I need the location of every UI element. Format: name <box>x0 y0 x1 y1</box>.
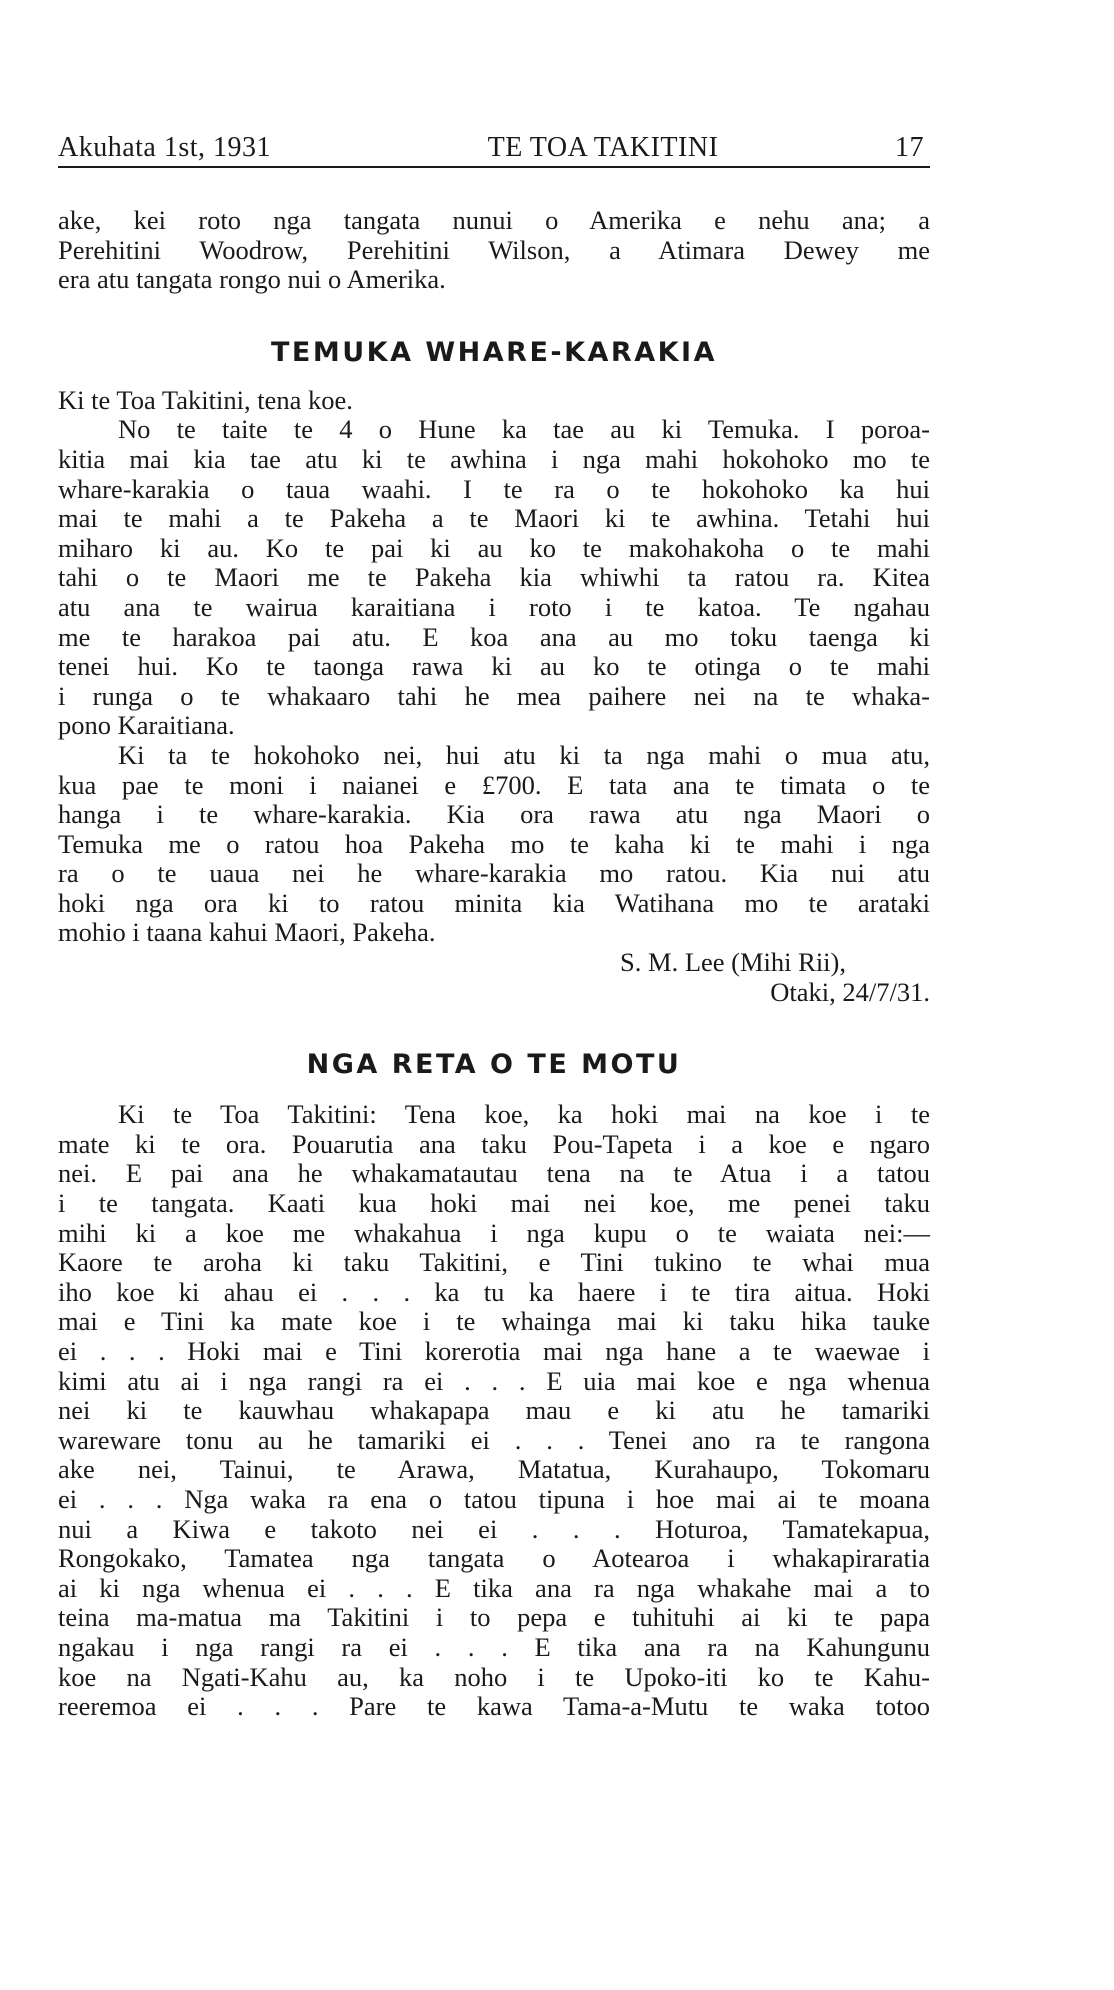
text-line: kitia mai kia tae atu ki te awhina i nga mahi hokohoko mo te <box>58 443 930 474</box>
article-heading-letters: NGA RETA O TE MOTU <box>306 1049 682 1081</box>
text-line: No te taite te 4 o Hune ka tae au ki Temuka. I poroa- <box>118 414 930 445</box>
text-line: mate ki te ora. Pouarutia ana taku Pou-Tapeta i a koe e ngaro <box>58 1128 930 1159</box>
article-heading-temuka: TEMUKA WHARE-KARAKIA <box>271 336 717 368</box>
article-temuka-body <box>58 386 930 1007</box>
text-line: i runga o te whakaaro tahi he mea paihere nei na te whaka- <box>58 680 930 711</box>
text-line: Ki ta te hokohoko nei, hui atu ki ta nga mahi o mua atu, <box>118 739 930 770</box>
text-line: reeremoa ei . . . Pare te kawa Tama-a-Mutu te waka totoo <box>58 1691 930 1722</box>
text-line: hoki nga ora ki to ratou minita kia Watihana mo te arataki <box>58 887 930 918</box>
running-head <box>58 132 930 168</box>
text-line: Perehitini Woodrow, Perehitini Wilson, a Atimara Dewey me <box>58 234 930 265</box>
text-line: mohio i taana kahui Maori, Pakeha. <box>58 917 436 948</box>
text-line: ei . . . Hoki mai e Tini korerotia mai nga hane a te waewae i <box>58 1336 930 1366</box>
text-line: nui a Kiwa e takoto nei ei . . . Hoturoa, Tamatekapua, <box>58 1513 930 1544</box>
text-line: Rongokako, Tamatea nga tangata o Aotearoa i whakapiraratia <box>58 1543 930 1574</box>
text-line: mihi ki a koe me whakahua i nga kupu o te waiata nei:— <box>58 1217 930 1248</box>
text-line: Kaore te aroha ki taku Takitini, e Tini tukino te whai mua <box>58 1247 930 1278</box>
publication-title: TE TOA TAKITINI <box>487 132 719 163</box>
text-line: ra o te uaua nei he whare-karakia mo ratou. Kia nui atu <box>58 858 930 889</box>
text-line: ngakau i nga rangi ra ei . . . E tika ana ra na Kahungunu <box>58 1631 930 1662</box>
text-line: ake, kei roto nga tangata nunui o Amerika e nehu ana; a <box>58 205 930 235</box>
signature-name: S. M. Lee (Mihi Rii), <box>620 947 846 978</box>
text-line: tenei hui. Ko te taonga rawa ki au ko te otinga o te mahi <box>58 651 930 682</box>
text-line: ai ki nga whenua ei . . . E tika ana ra nga whakahe mai a to <box>58 1572 930 1603</box>
text-line: ei . . . Nga waka ra ena o tatou tipuna i hoe mai ai te moana <box>58 1483 930 1514</box>
text-line: Ki te Toa Takitini: Tena koe, ka hoki mai na koe i te <box>118 1099 930 1130</box>
text-line: koe na Ngati-Kahu au, ka noho i te Upoko-iti ko te Kahu- <box>58 1661 930 1692</box>
text-line: tahi o te Maori me te Pakeha kia whiwhi ta ratou ra. Kitea <box>58 562 930 593</box>
text-line: kimi atu ai i nga rangi ra ei . . . E uia mai koe e nga whenua <box>58 1365 930 1396</box>
issue-date: Akuhata 1st, 1931 <box>58 132 272 163</box>
text-line: miharo ki au. Ko te pai ki au ko te makohakoha o te mahi <box>58 532 930 563</box>
text-line: atu ana te wairua karaitiana i roto i te katoa. Te ngahau <box>58 591 930 622</box>
text-line: nei ki te kauwhau whakapapa mau e ki atu he tamariki <box>58 1395 930 1426</box>
text-line: nei. E pai ana he whakamatautau tena na te Atua i a tatou <box>58 1158 930 1189</box>
text-line: ake nei, Tainui, te Arawa, Matatua, Kurahaupo, Tokomaru <box>58 1454 930 1485</box>
text-line: iho koe ki ahau ei . . . ka tu ka haere i te tira aitua. Hoki <box>58 1276 930 1307</box>
text-line: teina ma-matua ma Takitini i to pepa e tuhituhi ai ki te papa <box>58 1602 930 1633</box>
text-line: era atu tangata rongo nui o Amerika. <box>58 264 446 295</box>
paragraph <box>58 1100 930 1721</box>
text-line: kua pae te moni i naianei e £700. E tata ana te timata o te <box>58 769 930 800</box>
text-line: wareware tonu au he tamariki ei . . . Tenei ano ra te rangona <box>58 1424 930 1455</box>
signature-place-date: Otaki, 24/7/31. <box>770 976 930 1007</box>
text-line: hanga i te whare-karakia. Kia ora rawa atu nga Maori o <box>58 799 930 830</box>
paragraph <box>58 415 930 741</box>
continued-text <box>58 206 930 295</box>
document-page <box>58 132 930 1722</box>
text-line: me te harakoa pai atu. E koa ana au mo toku taenga ki <box>58 621 930 652</box>
salutation: Ki te Toa Takitini, tena koe. <box>58 384 353 415</box>
text-line: pono Karaitiana. <box>58 710 235 741</box>
text-line: i te tangata. Kaati kua hoki mai nei koe, me penei taku <box>58 1188 930 1219</box>
text-line: Temuka me o ratou hoa Pakeha mo te kaha ki te mahi i nga <box>58 828 930 859</box>
page-number: 17 <box>894 132 924 163</box>
article-letters-body <box>58 1100 930 1721</box>
text-line: mai e Tini ka mate koe i te whainga mai ki taku hika tauke <box>58 1306 930 1337</box>
text-line: mai te mahi a te Pakeha a te Maori ki te awhina. Tetahi hui <box>58 503 930 534</box>
text-line: whare-karakia o taua waahi. I te ra o te hokohoko ka hui <box>58 473 930 504</box>
paragraph <box>58 741 930 948</box>
